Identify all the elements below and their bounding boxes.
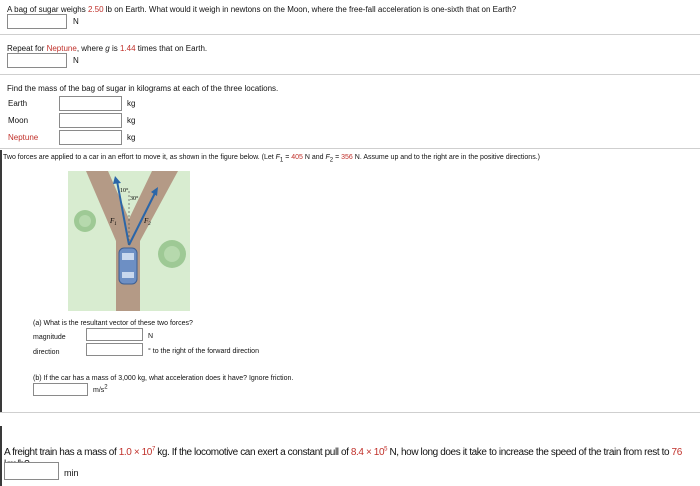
divider (0, 148, 700, 149)
acceleration-input[interactable] (33, 383, 88, 396)
q2-f2-value: 356 (341, 154, 353, 161)
earth-mass-unit: kg (127, 99, 136, 108)
moon-mass-unit: kg (127, 116, 136, 125)
divider (0, 34, 700, 35)
q1-planet: Neptune (46, 44, 77, 53)
right-tree-icon (158, 240, 186, 268)
divider (0, 412, 700, 413)
q3-text-b: kg. If the locomotive can exert a constant pull of (154, 447, 351, 458)
f1-label: $F_1$ (110, 217, 117, 227)
q3-mass-value: 1.0 × 10 (118, 447, 152, 458)
neptune-weight-unit: N (73, 56, 79, 65)
q2-eq1: = (283, 154, 292, 161)
row-label-moon: Moon (8, 116, 29, 125)
part-b-prompt: (b) If the car has a mass of 3,000 kg, what acceleration does it have? Ignore friction. (33, 375, 294, 382)
q1-repeat-d: times that on Earth. (135, 44, 208, 53)
q1-text-a: A bag of sugar weighs (7, 5, 88, 14)
divider (0, 74, 700, 75)
accel-unit-base: m/s (93, 387, 105, 394)
q1-repeat-c: is (109, 44, 120, 53)
moon-weight-input[interactable] (7, 14, 67, 29)
q2-f1: F (275, 154, 280, 161)
q1-prompt (7, 5, 516, 15)
row-label-earth: Earth (8, 99, 28, 108)
q2-f2-sub: 2 (329, 157, 334, 164)
q2-eq2: = (333, 154, 342, 161)
acceleration-unit (93, 386, 108, 396)
row-label-neptune: Neptune (8, 133, 39, 142)
q2-f2: F (325, 154, 330, 161)
q3-pull-exp: 5 (384, 446, 388, 453)
q3-mass-exp: 7 (151, 446, 155, 453)
q2-text-b: N. Assume up and to the right are in the positive directions.) (352, 154, 540, 161)
q1-repeat-a: Repeat for (7, 44, 47, 53)
part-a-prompt: (a) What is the resultant vector of these two forces? (33, 320, 193, 327)
q2-f1-value: 405 (291, 154, 303, 161)
q2-text-a: Two forces are applied to a car in an effort to move it, as shown in the figure below. (Let (3, 154, 276, 161)
question-left-border (0, 150, 2, 412)
q1-repeat-b: , where (76, 44, 106, 53)
q1-text-b: lb on Earth. What would it weigh in newtons on the Moon, where the free-fall acceleration is one-sixth that on Earth? (103, 5, 517, 14)
q1-mass-prompt: Find the mass of the bag of sugar in kilograms at each of the three locations. (7, 84, 279, 93)
earth-mass-input[interactable] (59, 96, 122, 111)
moon-mass-input[interactable] (59, 113, 122, 128)
force-diagram (68, 171, 190, 311)
q3-speed: 76 (671, 447, 682, 458)
question-left-border (0, 426, 2, 486)
direction-unit: ° to the right of the forward direction (148, 348, 259, 355)
q3-prompt (4, 447, 700, 471)
q2-n1: N and (302, 154, 326, 161)
neptune-mass-unit: kg (127, 133, 136, 142)
magnitude-unit: N (148, 333, 154, 340)
time-unit: min (64, 468, 79, 478)
neptune-mass-input[interactable] (59, 130, 122, 145)
q1-g: g (105, 44, 110, 53)
car-rear-window (122, 272, 134, 278)
angle-10-label: 10° (120, 188, 129, 194)
car-windshield (122, 253, 134, 260)
angle-30-label: 30° (130, 196, 139, 202)
direction-label: direction (33, 349, 60, 356)
magnitude-input[interactable] (86, 328, 143, 341)
q3-pull-value: 8.4 × 10 (350, 447, 385, 458)
q1-weight-value: 2.50 (87, 5, 104, 14)
q3-text-c: N, how long does it take to increase the speed of the train from rest to (387, 447, 672, 458)
f2-label: $F_2$ (144, 217, 151, 227)
q2-f1-sub: 1 (279, 157, 284, 164)
left-tree-icon (74, 210, 96, 232)
magnitude-label: magnitude (33, 334, 66, 341)
accel-unit-sup: 2 (104, 384, 108, 391)
q3-text-a: A freight train has a mass of (4, 447, 119, 458)
moon-weight-unit: N (73, 17, 79, 26)
neptune-weight-input[interactable] (7, 53, 67, 68)
time-input[interactable] (4, 462, 59, 480)
direction-input[interactable] (86, 343, 143, 356)
q1-factor: 1.44 (119, 44, 136, 53)
q2-prompt (3, 153, 540, 163)
